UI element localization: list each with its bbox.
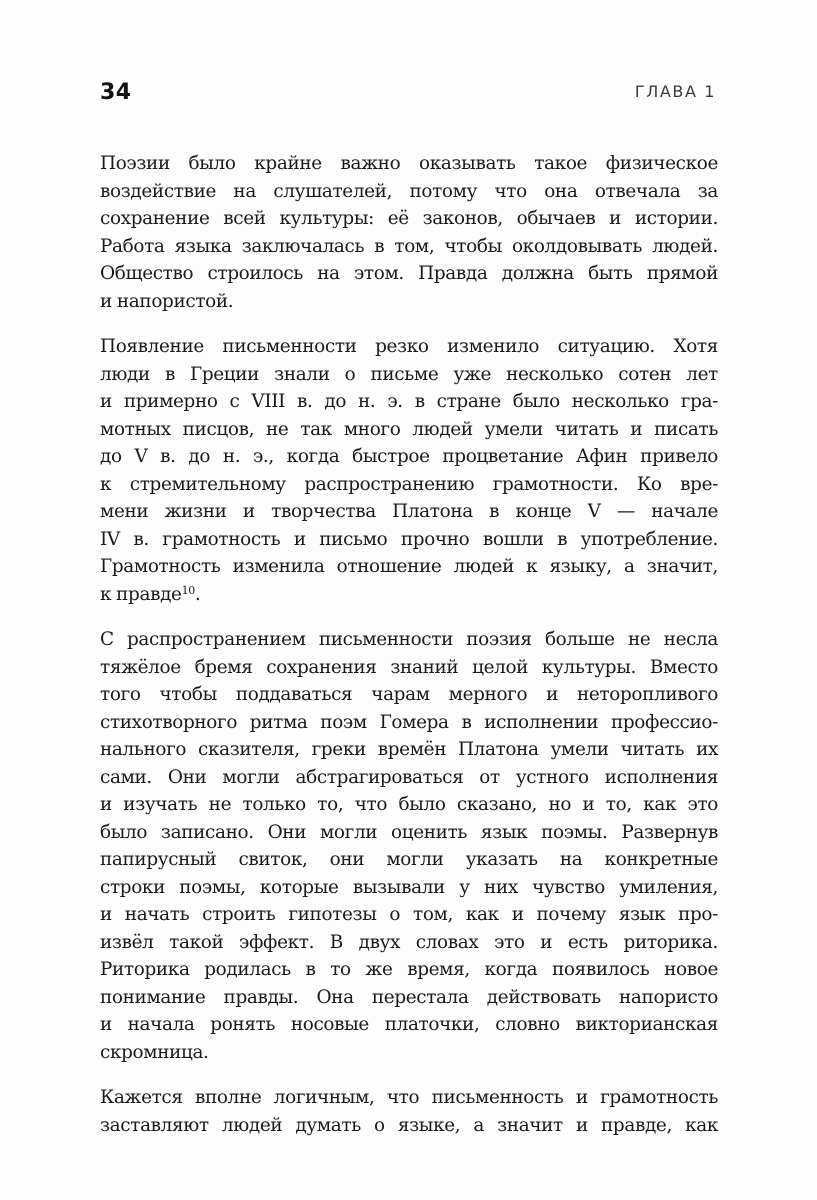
text-line: заставляют людей думать о языке, а значит и правде, как <box>100 1114 718 1136</box>
text-line: извёл такой эффект. В двух словах это и есть риторика. <box>100 931 718 953</box>
footnote-reference[interactable]: 10 <box>181 583 195 597</box>
paragraph-4 <box>100 1084 718 1139</box>
text-line: Грамотность изменила отношение людей к языку, а значит, <box>100 556 718 577</box>
chapter-label: ГЛАВА 1 <box>634 82 716 101</box>
text-line: того чтобы поддаваться чарам мерного и неторопливого <box>100 684 718 705</box>
text-line: до V в. до н. э., когда быстрое процветание Афин привело <box>100 446 718 467</box>
text-line: нального сказителя, греки времён Платона умели читать их <box>100 739 718 760</box>
text-line-with-footnote <box>100 581 718 609</box>
text-line: и изучать не только то, что было сказано, но и то, как это <box>100 794 718 815</box>
paragraph-3 <box>100 626 718 1066</box>
text-line: Поэзии было крайне важно оказывать такое физическое <box>100 153 718 174</box>
text-line: Появление письменности резко изменило ситуацию. Хотя <box>100 336 718 357</box>
text-line: Работа языка заключалась в том, чтобы околдовывать людей. <box>100 235 718 257</box>
text-line: мени жизни и творчества Платона в конце V — начале <box>100 501 718 522</box>
text-line: сохранение всей культуры: её законов, обычаев и истории. <box>100 208 718 229</box>
page-number: 34 <box>100 80 132 105</box>
running-head <box>100 76 716 110</box>
text-line: было записано. Они могли оценить язык поэмы. Развернув <box>100 821 718 843</box>
text-line: и начать строить гипотезы о том, как и почему язык про- <box>100 904 718 925</box>
text-line: Риторика родилась в то же время, когда появилось новое <box>100 959 718 980</box>
text-line: понимание правды. Она перестала действовать напористо <box>100 986 718 1008</box>
text-line: люди в Греции знали о письме уже несколько сотен лет <box>100 363 718 385</box>
text-fragment: к правде <box>100 583 182 605</box>
text-line: IV в. грамотность и письмо прочно вошли в употребление. <box>100 528 718 550</box>
text-line: скромница. <box>100 1041 209 1063</box>
text-line: и начала ронять носовые платочки, словно викторианская <box>100 1014 718 1035</box>
body-text <box>100 150 718 1157</box>
text-line: Кажется вполне логичным, что письменность и грамотность <box>100 1087 718 1108</box>
text-line: к стремительному распространению грамотности. Ко вре- <box>100 473 718 495</box>
paragraph-2 <box>100 333 718 608</box>
text-line: строки поэмы, которые вызывали у них чувство умиления, <box>100 876 718 898</box>
text-line: С распространением письменности поэзия больше не несла <box>100 629 718 650</box>
text-fragment: . <box>194 583 201 605</box>
paragraph-1 <box>100 150 718 315</box>
text-line: сами. Они могли абстрагироваться от устного исполнения <box>100 766 718 788</box>
text-line: мотных писцов, не так много людей умели читать и писать <box>100 418 718 440</box>
text-line: папирусный свиток, они могли указать на конкретные <box>100 849 718 870</box>
text-line: и примерно с VIII в. до н. э. в стране было несколько гра- <box>100 391 718 412</box>
text-line: стихотворного ритма поэм Гомера в исполнении профессио- <box>100 711 718 733</box>
text-line: Общество строилось на этом. Правда должна быть прямой <box>100 263 718 284</box>
text-line: воздействие на слушателей, потому что она отвечала за <box>100 180 718 202</box>
text-line: тяжёлое бремя сохранения знаний целой культуры. Вместо <box>100 656 718 678</box>
text-line: и напористой. <box>100 290 234 312</box>
